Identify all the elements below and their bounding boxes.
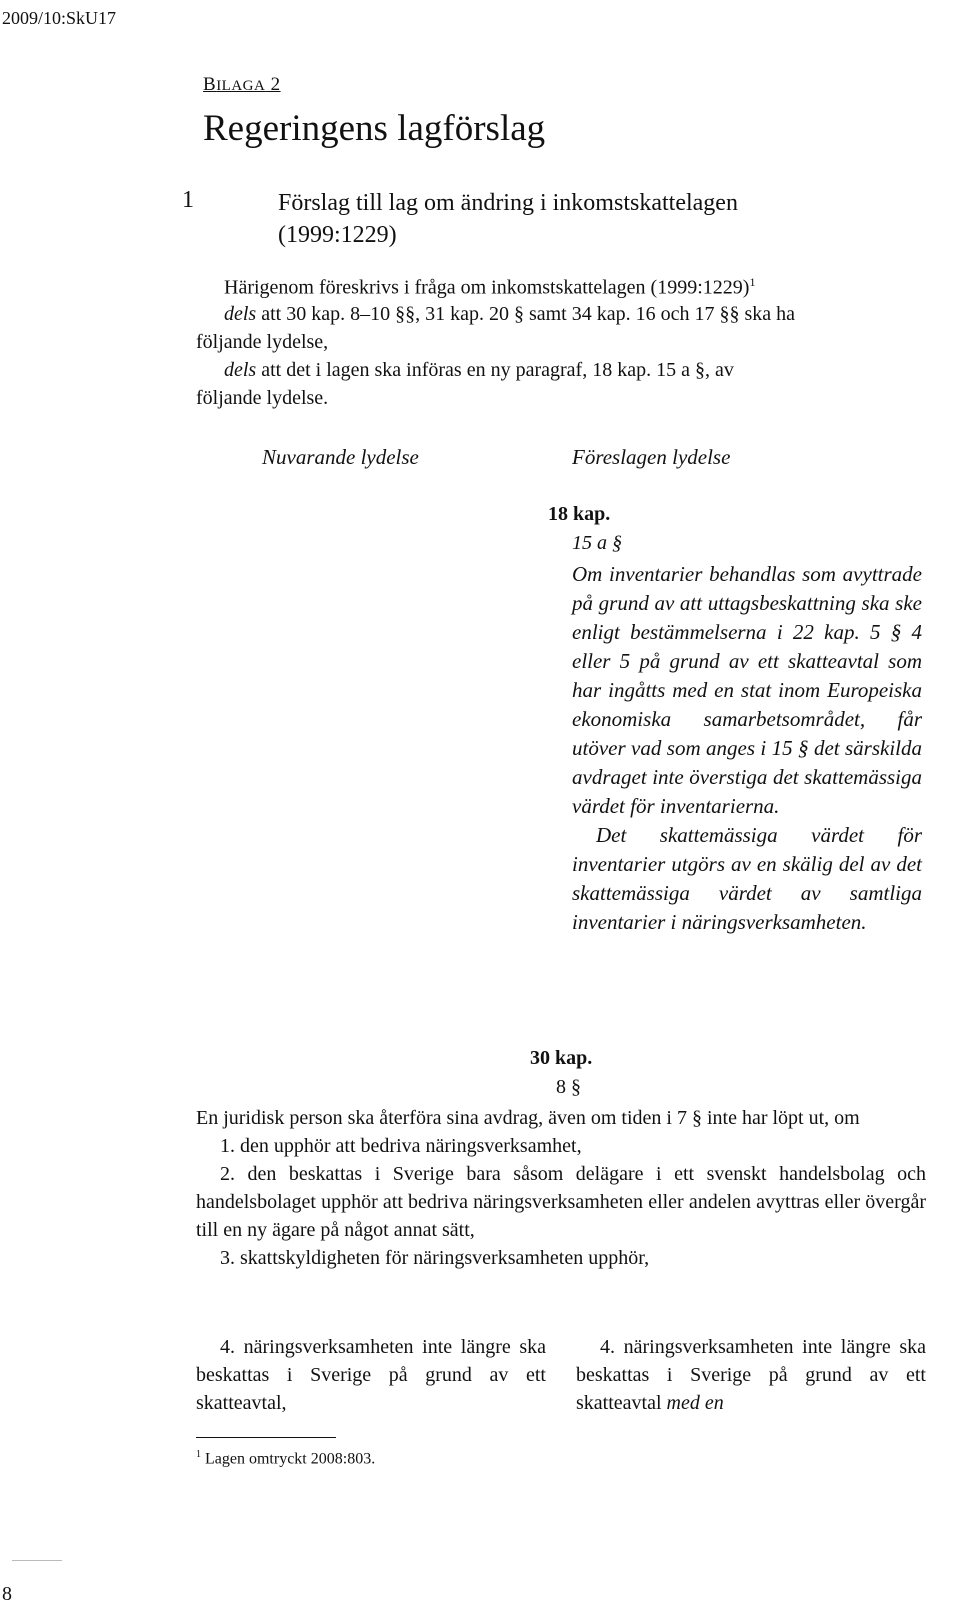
paragraph-heading-8: 8 §: [556, 1076, 581, 1098]
kap30-intro: En juridisk person ska återföra sina avdrag, även om tiden i 7 § inte har löpt ut, om: [196, 1107, 860, 1129]
proposed-paragraph-1: Om inventarier behandlas som avyttrade på grund av att uttagsbeskattning ska ske enligt bestämmelserna i 22 kap. 5 § 4 eller 5 på grund av ett skatteavtal som har ingåtts med en stat inom Europeiska ekonomiska samarbetsområdet, får utöver vad som anges i 15 § det särskilda avdraget inte överstiga det skattemässiga värdet för inventarierna.: [572, 562, 922, 818]
footnote: $^1$ Lagen omtryckt 2008:803.: [196, 1449, 376, 1468]
item4-current-text: 4. näringsverksamheten inte längre ska beskattas i Sverige på grund av ett skatteavtal,: [196, 1336, 546, 1414]
intro-line-5: följande lydelse.: [196, 387, 329, 409]
item4-proposed-italic: med en: [666, 1392, 724, 1414]
item4-current-column: [196, 1333, 546, 1417]
section-title-line2: (1999:1229): [278, 222, 397, 248]
appendix-label-num: 2: [265, 74, 281, 95]
item4-proposed-column: [576, 1333, 926, 1417]
section-title: [278, 187, 738, 251]
intro-line-1: Härigenom föreskrivs i fråga om inkomstskattelagen (1999:1229)$^1$: [224, 275, 756, 299]
proposed-paragraph-2: Det skattemässiga värdet för inventarier utgörs av en skälig del av det skattemässiga värdet av samtliga inventarier i näringsverksamheten.: [572, 823, 922, 934]
kap30-text: [196, 1104, 926, 1272]
section-title-line1: Förslag till lag om ändring i inkomstskattelagen: [278, 190, 738, 216]
item4-proposed-text: 4. näringsverksamheten inte längre ska beskattas i Sverige på grund av ett skatteavtal med en: [576, 1336, 926, 1414]
appendix-label-rest: ILAGA: [216, 78, 266, 94]
column-heading-current: Nuvarande lydelse: [262, 445, 419, 469]
page-title: Regeringens lagförslag: [203, 108, 546, 149]
page-divider: [12, 1560, 62, 1561]
section-number: 1: [182, 187, 194, 213]
intro-line-3: följande lydelse,: [196, 331, 329, 353]
footnote-ref: 1: [749, 275, 756, 289]
chapter-heading-18: 18 kap.: [548, 503, 611, 525]
kap30-item-3: 3. skattskyldigheten för näringsverksamheten upphör,: [220, 1247, 650, 1269]
column-heading-proposed: Föreslagen lydelse: [572, 445, 731, 469]
proposed-text-18-15a: [572, 560, 922, 937]
chapter-heading-30: 30 kap.: [530, 1047, 593, 1069]
intro-line-4: dels att det i lagen ska införas en ny paragraf, 18 kap. 15 a §, av: [224, 359, 734, 381]
appendix-label: [203, 74, 281, 96]
intro-line-2: dels att 30 kap. 8–10 §§, 31 kap. 20 § samt 34 kap. 16 och 17 §§ ska ha: [224, 303, 796, 325]
document-code: 2009/10:SkU17: [2, 8, 117, 28]
appendix-label-first: B: [203, 74, 217, 95]
kap30-item-1: 1. den upphör att bedriva näringsverksamhet,: [220, 1135, 582, 1157]
footnote-rule: [196, 1437, 336, 1438]
page-number: 8: [2, 1583, 12, 1605]
kap30-item-2: 2. den beskattas i Sverige bara såsom delägare i ett svenskt handelsbolag och handelsbolaget upphör att bedriva näringsverksamheten eller andelen avyttras eller övergår till en ny ägare på något annat sätt,: [196, 1163, 926, 1241]
paragraph-heading-15a: 15 a §: [572, 532, 622, 554]
